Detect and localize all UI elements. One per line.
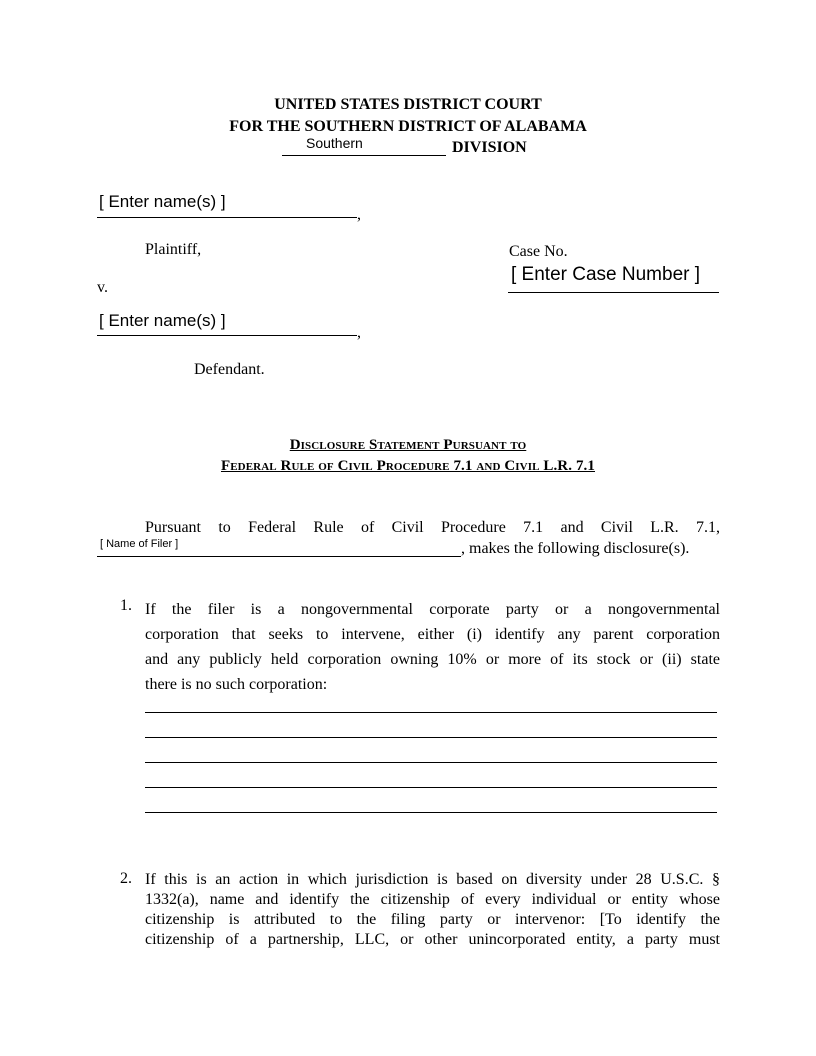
- division-underline: [282, 155, 446, 156]
- item-2-text: [145, 870, 720, 950]
- item-1-answer-line-2[interactable]: [145, 737, 717, 738]
- document-title-line-2: Federal Rule of Civil Procedure 7.1 and Civil L.R. 7.1: [220, 458, 595, 474]
- defendant-comma: ,: [357, 324, 361, 341]
- item-1-answer-line-5[interactable]: [145, 812, 717, 813]
- intro-text-after: , makes the following disclosure(s).: [461, 540, 690, 557]
- defendant-name-placeholder: [ Enter name(s) ]: [99, 311, 226, 330]
- plaintiff-comma: ,: [357, 206, 361, 223]
- plaintiff-name-underline: [97, 217, 357, 218]
- division-value: Southern: [306, 135, 363, 151]
- intro-text: Pursuant to Federal Rule of Civil Procedure 7.1 and Civil L.R. 7.1,: [145, 519, 720, 536]
- item-2-line: citizenship is attributed to the filing party or intervenor: [To identify the: [145, 911, 720, 928]
- item-1-answer-line-4[interactable]: [145, 787, 717, 788]
- division-label: DIVISION: [452, 139, 527, 156]
- case-number-placeholder: [ Enter Case Number ]: [511, 264, 701, 285]
- plaintiff-name-placeholder: [ Enter name(s) ]: [99, 192, 226, 211]
- filer-name-underline: [97, 556, 461, 557]
- filer-name-placeholder: [ Name of Filer ]: [100, 538, 179, 550]
- item-1-text: [145, 597, 720, 697]
- court-name: UNITED STATES DISTRICT COURT: [274, 96, 542, 113]
- item-2-number: 2.: [120, 870, 132, 887]
- item-1-number: 1.: [120, 597, 132, 614]
- filer-name-field[interactable]: [97, 538, 461, 558]
- defendant-name-underline: [97, 335, 357, 336]
- item-1-line: there is no such corporation:: [145, 676, 328, 693]
- item-1-answer-line-3[interactable]: [145, 762, 717, 763]
- case-number-field[interactable]: [508, 264, 719, 294]
- item-2-line: If this is an action in which jurisdiction is based on diversity under 28 U.S.C. §: [145, 871, 720, 888]
- item-1-line: corporation that seeks to intervene, either (i) identify any parent corporation: [145, 626, 720, 643]
- item-1-line: and any publicly held corporation owning 10% or more of its stock or (ii) state: [145, 651, 720, 668]
- plaintiff-name-field[interactable]: [97, 192, 357, 218]
- defendant-name-field[interactable]: [97, 311, 357, 337]
- district-name: FOR THE SOUTHERN DISTRICT OF ALABAMA: [229, 118, 587, 135]
- division-field[interactable]: [282, 136, 446, 155]
- case-number-underline: [508, 292, 719, 293]
- plaintiff-label: Plaintiff,: [145, 241, 202, 258]
- item-1-line: If the filer is a nongovernmental corporate party or a nongovernmental: [145, 601, 720, 618]
- defendant-label: Defendant.: [194, 361, 265, 378]
- item-2-line: citizenship of a partnership, LLC, or other unincorporated entity, a party must: [145, 931, 720, 948]
- item-2-line: 1332(a), name and identify the citizenship of every individual or entity whose: [145, 891, 720, 908]
- document-title-line-1: Disclosure Statement Pursuant to: [289, 437, 527, 453]
- versus-label: v.: [97, 279, 108, 296]
- item-1-answer-line-1[interactable]: [145, 712, 717, 713]
- case-no-label: Case No.: [509, 243, 568, 260]
